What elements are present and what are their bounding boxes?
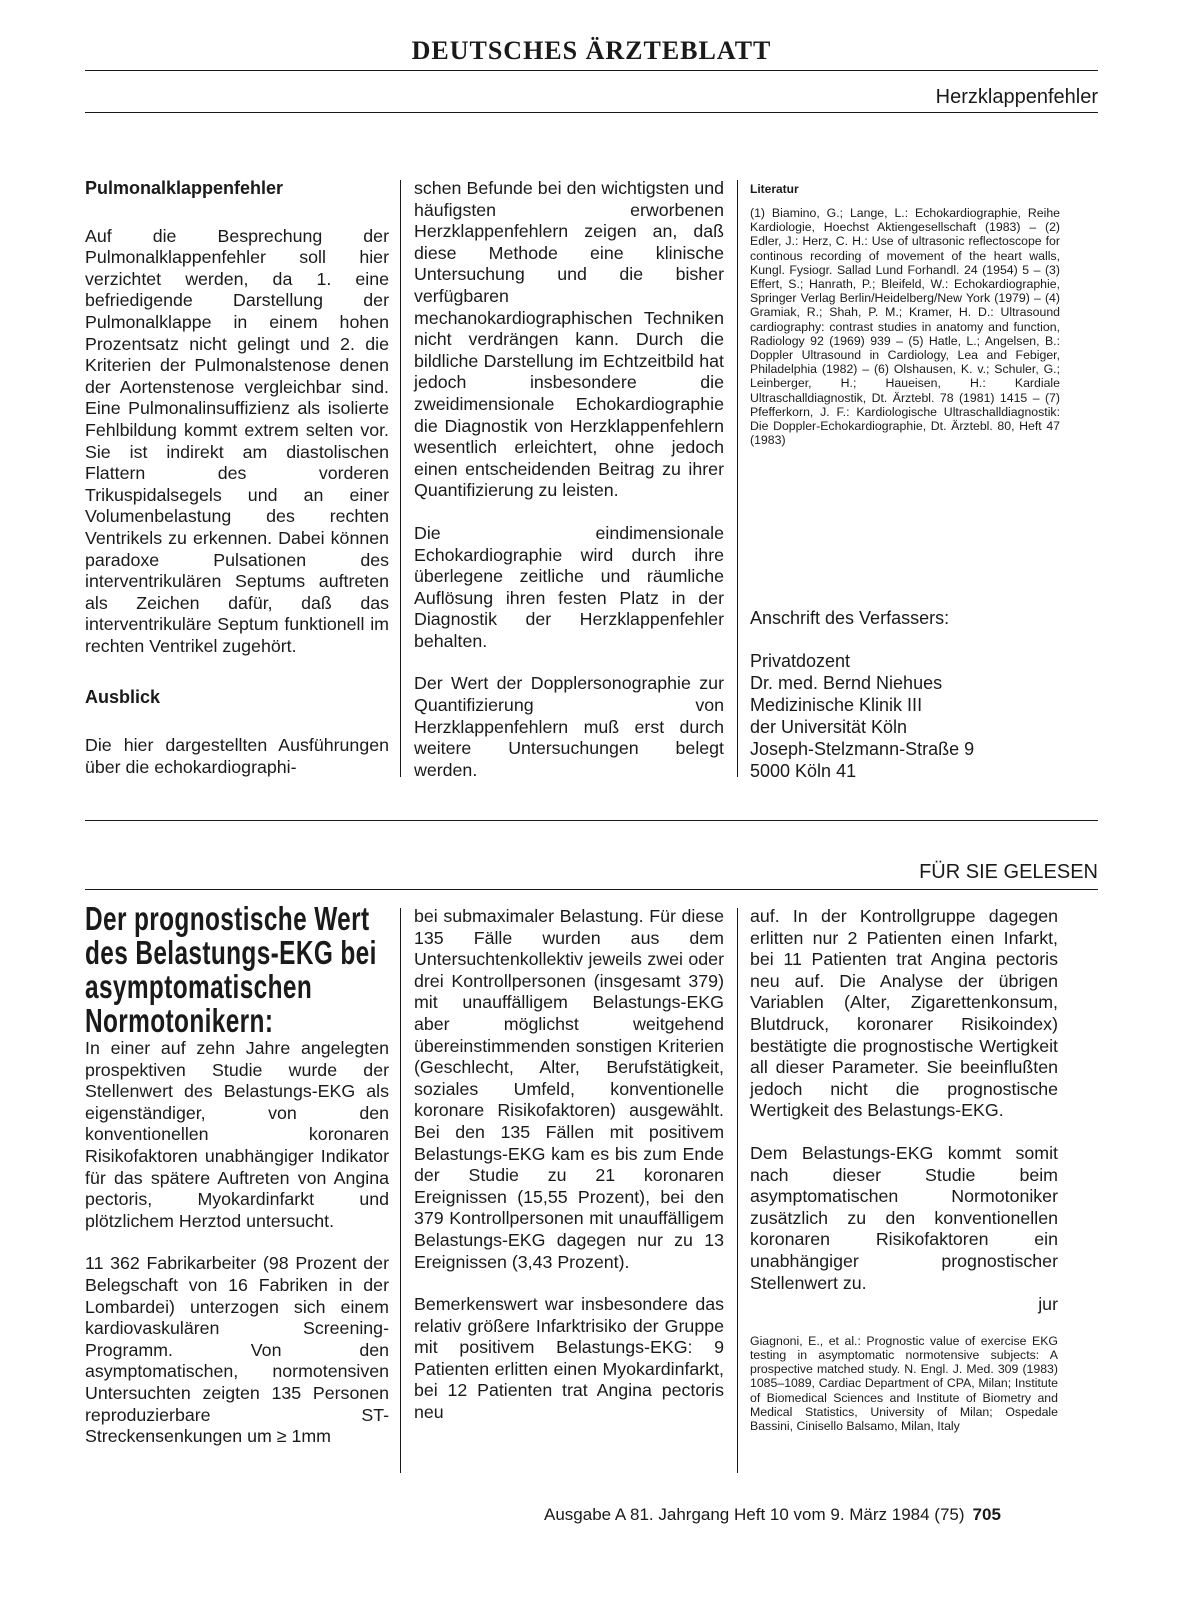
paragraph: Der Wert der Dopplersonographie zur Quantifizierung von Herzklappenfehlern muß erst durch weitere Untersuchungen belegt werden. <box>414 673 724 780</box>
paragraph: Bemerkenswert war insbesondere das relativ größere Infarktrisiko der Gruppe mit positivem Belastungs-EKG: 9 Patienten erlitten einen Myokardinfarkt, bei 12 Patienten trat Angina pectoris neu <box>414 1294 724 1423</box>
address-line: Joseph-Stelzmann-Straße 9 <box>750 739 975 759</box>
paragraph: In einer auf zehn Jahre angelegten prospektiven Studie wurde der Stellenwert des Belastungs-EKG als eigenständiger, von den konventionellen koronaren Risikofaktoren unabhängiger Indikator für das spätere Auftreten von Angina pectoris, Myokardinfarkt und plötzlichem Herztod untersucht. <box>85 1038 389 1231</box>
paragraph: schen Befunde bei den wichtigsten und häufigsten erworbenen Herzklappenfehlern zeigen an, daß diese Methode eine klinische Untersuchung und die bisher verfügbaren mechanokardiographischen Techniken nicht verdrängen kann. Durch die bildliche Darstellung im Echtzeitbild hat jedoch insbesondere die zweidimensionale Echokardiographie die Diagnostik von Herzklappenfehlern wesentlich erleichtert, ohne jedoch einen entscheidenden Beitrag zu ihrer Quantifizierung zu leisten. <box>414 178 724 501</box>
address-label: Anschrift des Verfassers: <box>750 608 950 628</box>
issue-info: Ausgabe A 81. Jahrgang Heft 10 vom 9. März 1984 (75) <box>544 1505 965 1524</box>
article1-column-1 <box>85 178 389 799</box>
author-address <box>750 607 1060 782</box>
paragraph: Die eindimensionale Echokardiographie wird durch ihre überlegene zeitliche und räumliche Auflösung ihren festen Platz in der Diagnostik der Herzklappenfehler behalten. <box>414 522 724 651</box>
article2-column-1-body <box>85 1038 389 1469</box>
address-line: Medizinische Klinik III <box>750 695 923 715</box>
subheading: Ausblick <box>85 687 161 708</box>
section-rule <box>85 889 1098 890</box>
masthead-rule <box>85 70 1098 71</box>
address-line: der Universität Köln <box>750 717 908 737</box>
page-footer <box>544 1505 1001 1525</box>
masthead: DEUTSCHES ÄRZTEBLATT <box>411 36 772 65</box>
address-line: Privatdozent <box>750 651 851 671</box>
article2-column-1 <box>85 902 389 1038</box>
article2-column-3 <box>750 906 1058 1433</box>
column-divider <box>737 180 738 777</box>
address-line: Dr. med. Bernd Niehues <box>750 673 943 693</box>
paragraph: Die hier dargestellten Ausführungen über die echokardiographi- <box>85 735 389 777</box>
page-number: 705 <box>972 1505 1001 1524</box>
paragraph: bei submaximaler Belastung. Für diese 135 Fälle wurden aus dem Untersuchtenkollektiv jeweils zwei oder drei Kontrollpersonen (insgesamt 379) mit unauffälligem Belastungs-EKG aber möglichst weitgehend übereinstimmenden sonstigen Kriterien (Geschlecht, Alter, Berufstätigkeit, soziales Umfeld, konventionelle koronare Risikofaktoren) ausgewählt. Bei den 135 Fällen mit positivem Belastungs-EKG kam es bis zum Ende der Studie zu 21 koronaren Ereignissen (15,55 Prozent), bei den 379 Kontrollpersonen mit unauffälligem Belastungs-EKG dagegen nur zu 13 Ereignissen (3,43 Prozent). <box>414 906 724 1272</box>
references-heading: Literatur <box>750 182 799 196</box>
source-reference: Giagnoni, E., et al.: Prognostic value of exercise EKG testing in asymptomatic normotensive subjects: A prospective matched study. N. Engl. J. Med. 309 (1983) 1085–1089, Cardiac Department of CPA, Milan; Institute of Biomedical Sciences and Institute of Biometry and Medical Statistics, University of Milan; Ospedale Bassini, Cinisello Balsamo, Milan, Italy <box>750 1333 1058 1433</box>
column-divider <box>400 908 401 1473</box>
article2-column-2 <box>414 906 724 1445</box>
subheading: Pulmonalklappenfehler <box>85 178 284 198</box>
column-divider <box>400 180 401 777</box>
section-rule <box>85 820 1098 821</box>
paragraph: auf. In der Kontrollgruppe dagegen erlitten nur 2 Patienten einen Infarkt, bei 11 Patienten trat Angina pectoris neu auf. Die Analyse der übrigen Variablen (Alter, Zigarettenkonsum, Blutdruck, koronarer Risikoindex) bestätigte die prognostische Wertigkeit all dieser Parameter. Sie beeinflußten jedoch nicht die prognostische Wertigkeit des Belastungs-EKG. <box>750 906 1058 1121</box>
section-label: FÜR SIE GELESEN <box>919 861 1098 883</box>
section-rule <box>85 112 1098 113</box>
paragraph: Auf die Besprechung der Pulmonalklappenfehler soll hier verzichtet werden, da 1. eine befriedigende Darstellung der Pulmonalklappe in einem hohen Prozentsatz nicht gelingt und 2. die Kriterien der Pulmonalstenose denen der Aortenstenose vergleichbar sind. Eine Pulmonalinsuffizienz als isolierte Fehlbildung kommt extrem selten vor. Sie ist indirekt am diastolischen Flattern des vorderen Trikuspidalsegels und an einer Volumenbelastung des rechten Ventrikels zu erkennen. Dabei können paradoxe Pulsationen des interventrikulären Septums auftreten als Zeichen dafür, daß das interventrikuläre Septum funktionell im rechten Ventrikel zugehört. <box>85 225 389 656</box>
section-label: Herzklappenfehler <box>935 86 1098 108</box>
address-line: 5000 Köln 41 <box>750 761 857 781</box>
paragraph: 11 362 Fabrikarbeiter (98 Prozent der Belegschaft von 16 Fabriken in der Lombardei) unterzogen sich einem kardiovaskulären Screening-Programm. Von den asymptomatischen, normotensiven Untersuchten zeigten 135 Personen reproduzierbare ST-Streckensenkungen um ≥ 1mm <box>85 1253 389 1447</box>
article1-column-2 <box>414 178 724 802</box>
column-divider <box>737 908 738 1473</box>
author-signoff: jur <box>1038 1294 1058 1315</box>
article1-column-3 <box>750 182 1060 447</box>
article-title: Der prognostische Wert des Belastungs-EKG bei asymptomatischen Normotonikern: <box>85 900 377 1039</box>
paragraph: Dem Belastungs-EKG kommt somit nach dieser Studie beim asymptomatischen Normotoniker zusätzlich zu den konventionellen koronaren Risikofaktoren ein unabhängiger prognostischer Stellenwert zu. <box>750 1142 1058 1293</box>
references-list: (1) Biamino, G.; Lange, L.: Echokardiographie, Reihe Kardiologie, Hoechst Aktiengesellschaft (1983) – (2) Edler, J.: Herz, C. H.: Use of ultrasonic reflectoscope for continous recording of movement of the heart walls, Kungl. Fysiogr. Sallad Lund Forhandl. 24 (1954) 5 – (3) Effert, S.; Hanrath, P.; Bleifeld, W.: Echokardiographie, Springer Verlag Berlin/Heidelberg/New York (1979) – (4) Gramiak, R.; Shah, P. M.; Kramer, H. D.: Ultrasound cardiography: contrast studies in anatomy and function, Radiology 92 (1969) 939 – (5) Hatle, L.; Angelsen, B.: Doppler Ultrasound in Cardiology, Lea and Febiger, Philadelphia (1982) – (6) Olshausen, K. v.; Schuler, G.; Leinberger, H.; Haueisen, H.: Kardiale Ultraschalldiagnostik, Dt. Ärztebl. 78 (1981) 1415 – (7) Pfefferkorn, J. F.: Kardiologische Ultraschalldiagnostik: Die Doppler-Echokardiographie, Dt. Ärztebl. 80, Heft 47 (1983) <box>750 206 1060 448</box>
